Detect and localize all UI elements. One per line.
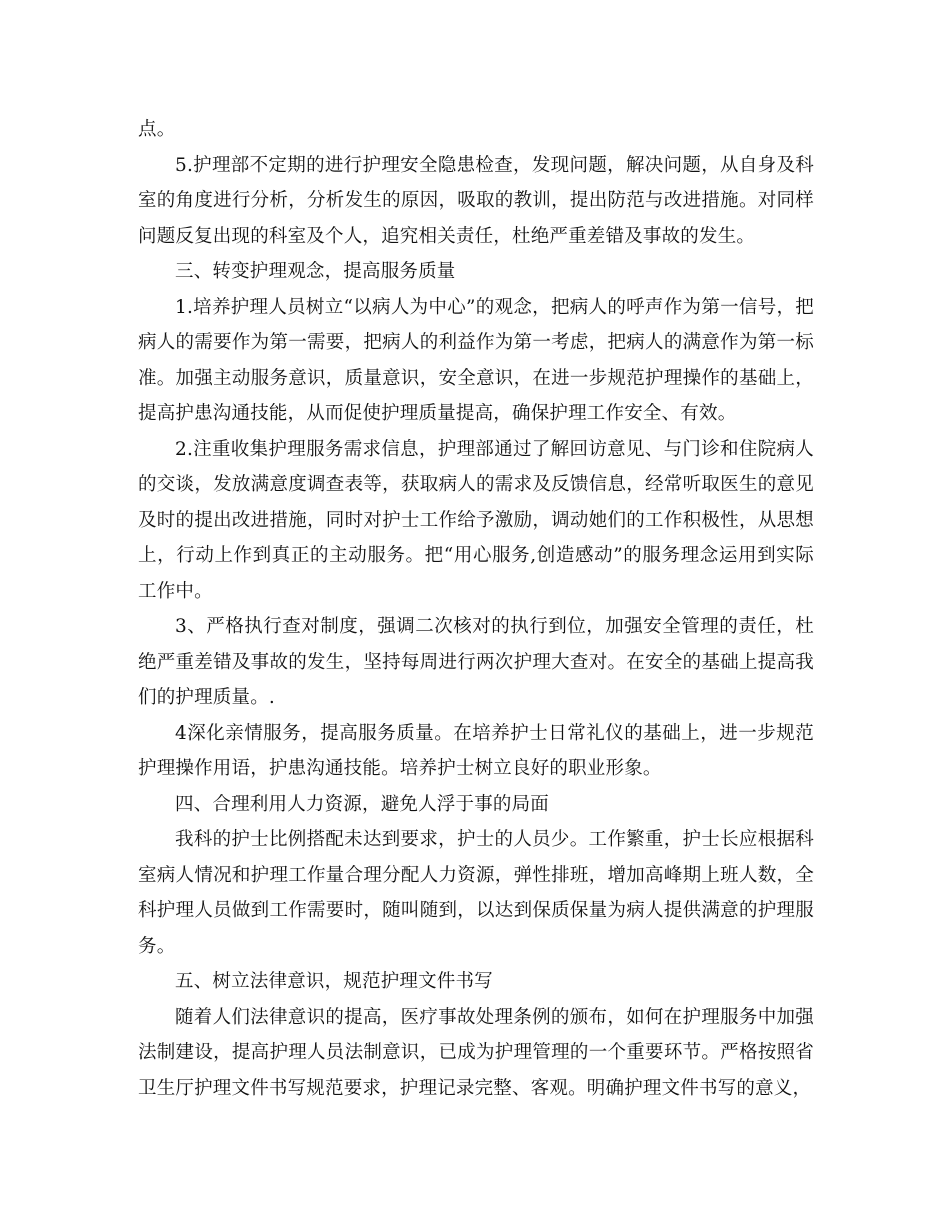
paragraph-continuation: 点。	[138, 119, 176, 140]
paragraph-item-5: 5.护理部不定期的进行护理安全隐患检查，发现问题，解决问题，从自身及科室的角度进行分析，分析发生的原因，吸取的教训，提出防范与改进措施。对同样问题反复出现的科室及个人，追究相关责任，杜绝严重差错及事故的发生。	[138, 154, 814, 247]
paragraph-item-2: 2.注重收集护理服务需求信息，护理部通过了解回访意见、与门诊和住院病人的交谈，发放满意度调查表等，获取病人的需求及反馈信息，经常听取医生的意见及时的提出改进措施，同时对护士工作给予激励，调动她们的工作积极性，从思想上，行动上作到真正的主动服务。把“用心服务,创造感动”的服务理念运用到实际工作中。	[138, 438, 814, 602]
section-heading-3: 三、转变护理观念，提高服务质量	[175, 261, 456, 282]
section-heading-5: 五、树立法律意识，规范护理文件书写	[175, 971, 493, 992]
paragraph-legal: 随着人们法律意识的提高，医疗事故处理条例的颁布，如何在护理服务中加强法制建设，提高护理人员法制意识，已成为护理管理的一个重要环节。严格按照省卫生厅护理文件书写规范要求，护理记录完整、客观。明确护理文件书写的意义，	[138, 1006, 814, 1099]
paragraph-staffing: 我科的护士比例搭配未达到要求，护士的人员少。工作繁重，护士长应根据科室病人情况和护理工作量合理分配人力资源，弹性排班，增加高峰期上班人数，全科护理人员做到工作需要时，随叫随到，以达到保质保量为病人提供满意的护理服务。	[138, 829, 814, 957]
section-heading-4: 四、合理利用人力资源，避免人浮于事的局面	[175, 793, 550, 815]
paragraph-item-1: 1.培养护理人员树立“以病人为中心”的观念，把病人的呼声作为第一信号，把病人的需要作为第一需要，把病人的利益作为第一考虑，把病人的满意作为第一标准。加强主动服务意识，质量意识，安全意识，在进一步规范护理操作的基础上，提高护患沟通技能，从而促使护理质量提高，确保护理工作安全、有效。	[138, 296, 814, 424]
paragraph-item-4: 4深化亲情服务，提高服务质量。在培养护士日常礼仪的基础上，进一步规范护理操作用语，护患沟通技能。培养护士树立良好的职业形象。	[138, 722, 814, 779]
document-body	[138, 112, 814, 1106]
paragraph-item-3: 3、严格执行查对制度，强调二次核对的执行到位，加强安全管理的责任，杜绝严重差错及事故的发生，坚持每周进行两次护理大查对。在安全的基础上提高我们的护理质量。.	[138, 616, 814, 708]
